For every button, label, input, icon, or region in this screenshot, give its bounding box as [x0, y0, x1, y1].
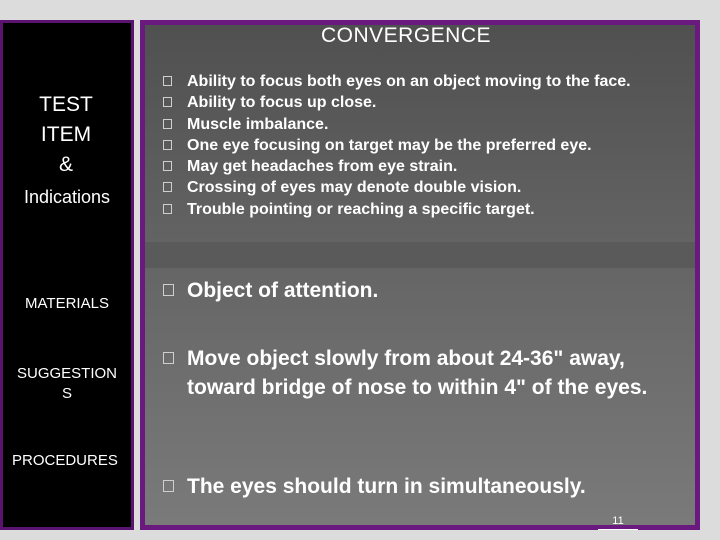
- suggestions-label-line-1: SUGGESTION: [16, 365, 117, 382]
- procedures-label: PROCEDURES: [12, 452, 118, 469]
- procedures-text-value: The eyes should turn in simultaneously.: [187, 475, 586, 498]
- checkbox-bullet-icon: [163, 352, 174, 364]
- checkbox-bullet-icon: [163, 284, 174, 296]
- checkbox-bullet-icon: [163, 119, 172, 129]
- suggestions-label-line-2: S: [61, 385, 72, 402]
- materials-text-value: Object of attention.: [187, 279, 379, 302]
- materials-label: MATERIALS: [25, 295, 109, 312]
- procedures-text: [163, 472, 693, 501]
- list-item-text: May get headaches from eye strain.: [187, 158, 458, 176]
- list-item: [163, 114, 693, 135]
- list-item: [163, 177, 693, 198]
- test-item-heading: [8, 90, 124, 180]
- test-item-line-2: ITEM: [40, 123, 92, 146]
- list-item-text: Ability to focus up close.: [187, 94, 377, 112]
- indications-label: Indications: [23, 187, 111, 207]
- list-item-text: Crossing of eyes may denote double vision.: [187, 179, 522, 197]
- checkbox-bullet-icon: [163, 76, 172, 86]
- suggestions-text: [163, 344, 693, 402]
- test-item-line-3: &: [58, 153, 73, 176]
- checkbox-bullet-icon: [163, 97, 172, 107]
- list-item-text: Ability to focus both eyes on an object moving to the face.: [187, 73, 631, 90]
- list-item: [163, 199, 693, 220]
- indications-list: [163, 71, 693, 220]
- list-item-text: Muscle imbalance.: [187, 115, 329, 133]
- materials-text: [163, 276, 693, 305]
- page-number-underline: [598, 529, 638, 530]
- suggestions-label: [6, 364, 128, 404]
- checkbox-bullet-icon: [163, 182, 172, 192]
- checkbox-bullet-icon: [163, 161, 172, 171]
- list-item: [163, 156, 693, 177]
- suggestions-text-value: Move object slowly from about 24-36" away, toward bridge of nose to within 4" of the eyes.: [187, 347, 648, 399]
- list-item-text: One eye focusing on target may be the preferred eye.: [187, 136, 592, 154]
- slide-title: CONVERGENCE: [320, 24, 492, 47]
- checkbox-bullet-icon: [163, 204, 172, 214]
- list-item-text: Trouble pointing or reaching a specific target.: [187, 200, 535, 218]
- section-divider-band: [140, 242, 700, 268]
- list-item: [163, 71, 693, 92]
- list-item: [163, 92, 693, 113]
- checkbox-bullet-icon: [163, 140, 172, 150]
- list-item: [163, 135, 693, 156]
- page-number: 11: [612, 515, 624, 527]
- checkbox-bullet-icon: [163, 480, 174, 492]
- test-item-line-1: TEST: [39, 93, 93, 116]
